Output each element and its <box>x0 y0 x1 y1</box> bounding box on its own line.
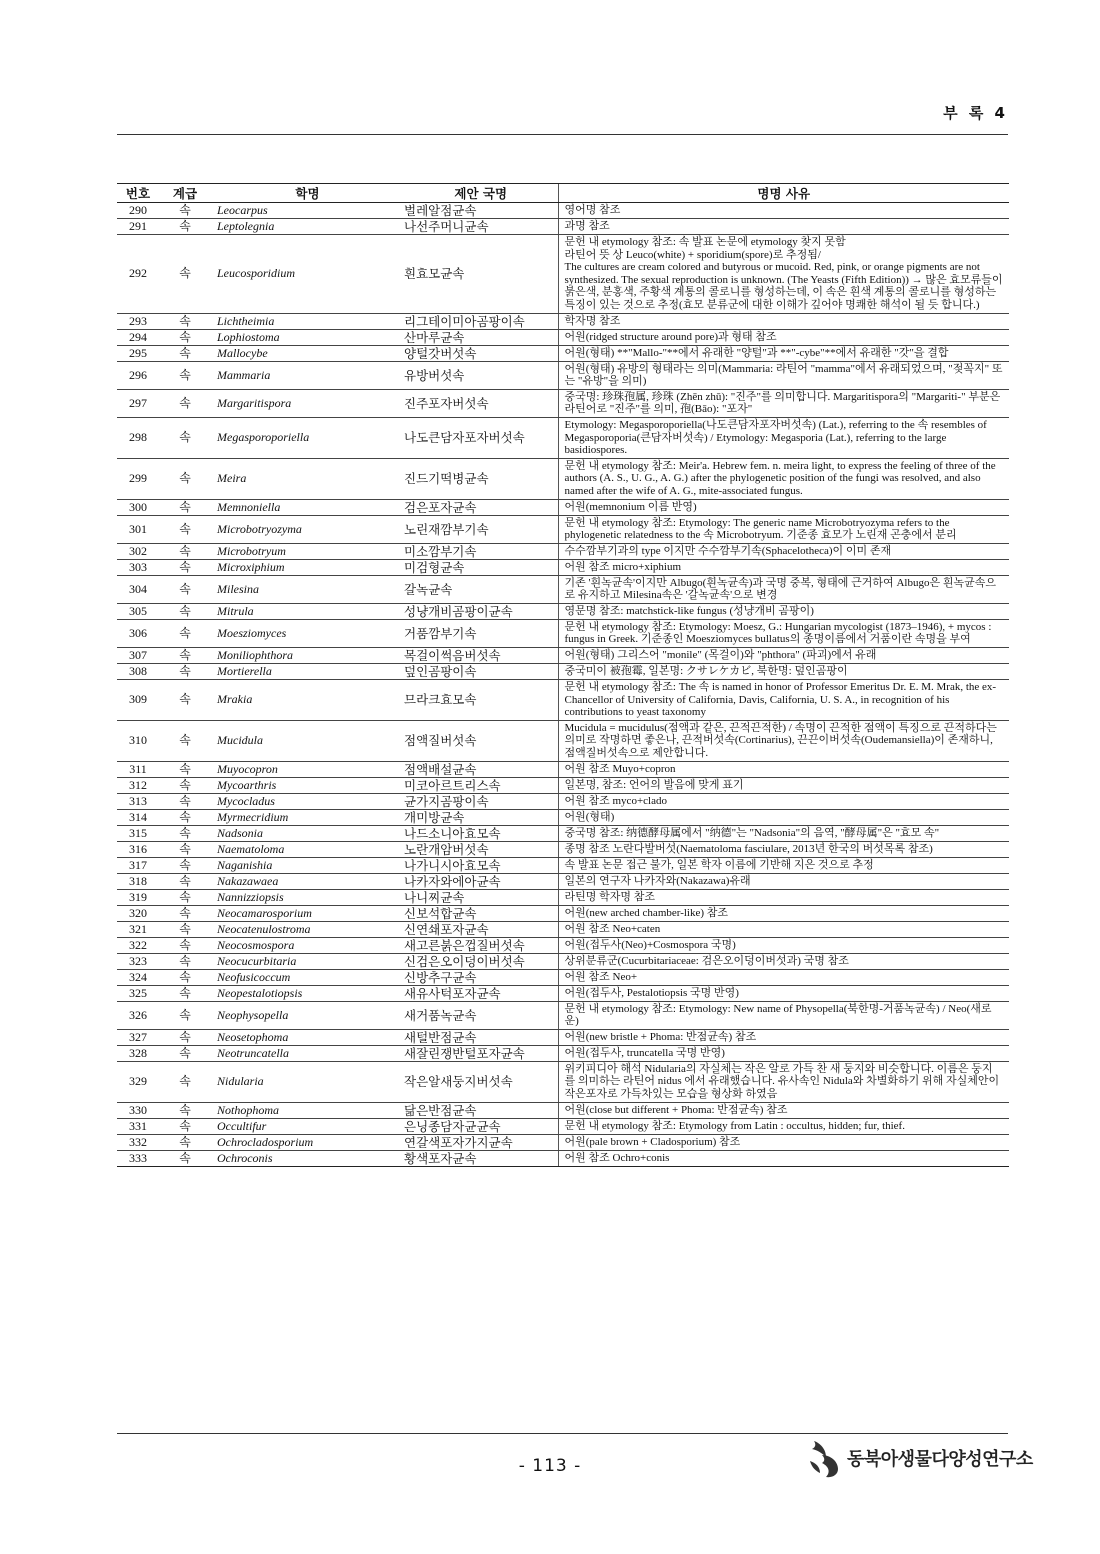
table-row <box>117 969 1009 985</box>
row-number: 311 <box>117 761 159 777</box>
table-row <box>117 921 1009 937</box>
row-rank: 속 <box>159 905 211 921</box>
table-row <box>117 873 1009 889</box>
row-scientific-name: Mycoarthris <box>211 777 404 793</box>
table-row <box>117 389 1009 417</box>
row-rank: 속 <box>159 515 211 543</box>
row-naming-reason: 기존 '흰녹균속'이지만 Albugo(흰녹균속)과 국명 중복, 형태에 근거하여 Albugo은 흰녹균속으로 유지하고 Milesina속은 '갈녹균속'으로 변경 <box>558 575 1009 603</box>
row-number: 331 <box>117 1118 159 1134</box>
row-number: 327 <box>117 1029 159 1045</box>
row-naming-reason: 어원 참조 Neo+ <box>558 969 1009 985</box>
table-row <box>117 793 1009 809</box>
row-korean-name: 나드소니아효모속 <box>404 825 558 841</box>
row-korean-name: 덮인곰팡이속 <box>404 664 558 680</box>
row-naming-reason: 어원 참조 Ochro+conis <box>558 1150 1009 1166</box>
row-number: 298 <box>117 417 159 458</box>
row-rank: 속 <box>159 559 211 575</box>
table-row <box>117 458 1009 499</box>
institute-logo <box>808 1436 1033 1480</box>
row-number: 322 <box>117 937 159 953</box>
row-naming-reason: 문헌 내 etymology 참조: Etymology: Moesz, G.: Hungarian mycologist (1873–1946), + mycos : fungus in Greek. 기준종인 Moesziomyces bullatus의 종명이름에서 거품이란 속명을 부여 <box>558 619 1009 647</box>
row-rank: 속 <box>159 889 211 905</box>
row-rank: 속 <box>159 841 211 857</box>
row-korean-name: 흰효모균속 <box>404 235 558 314</box>
row-scientific-name: Neopestalotiopsis <box>211 985 404 1001</box>
row-naming-reason: 중국명: 珍珠孢属, 珍珠 (Zhēn zhū): "진주"를 의미합니다. Margaritispora의 "Margariti-" 부분은 라틴어로 "진주"를 의미, 孢(Bāo): "포자" <box>558 389 1009 417</box>
row-korean-name: 벌레알점균속 <box>404 203 558 219</box>
row-scientific-name: Memnoniella <box>211 499 404 515</box>
row-naming-reason: 중국미이 被孢霉, 일본명: クサレケカビ, 북한명: 덮인곰팡이 <box>558 664 1009 680</box>
row-number: 324 <box>117 969 159 985</box>
row-rank: 속 <box>159 361 211 389</box>
row-korean-name: 나니찌균속 <box>404 889 558 905</box>
row-korean-name: 새털반점균속 <box>404 1029 558 1045</box>
row-rank: 속 <box>159 235 211 314</box>
row-rank: 속 <box>159 664 211 680</box>
table-row <box>117 1001 1009 1029</box>
table-row <box>117 1134 1009 1150</box>
row-rank: 속 <box>159 937 211 953</box>
row-korean-name: 갈녹균속 <box>404 575 558 603</box>
row-naming-reason: 어원(close but different + Phoma: 반점균속) 참조 <box>558 1102 1009 1118</box>
row-rank: 속 <box>159 720 211 761</box>
row-number: 302 <box>117 543 159 559</box>
row-naming-reason: 어원 참조 Neo+caten <box>558 921 1009 937</box>
table-row <box>117 825 1009 841</box>
row-korean-name: 산마루균속 <box>404 329 558 345</box>
row-number: 299 <box>117 458 159 499</box>
row-naming-reason: 과명 참조 <box>558 219 1009 235</box>
row-rank: 속 <box>159 458 211 499</box>
row-scientific-name: Neocatenulostroma <box>211 921 404 937</box>
row-rank: 속 <box>159 1001 211 1029</box>
row-number: 301 <box>117 515 159 543</box>
row-number: 330 <box>117 1102 159 1118</box>
row-scientific-name: Myrmecridium <box>211 809 404 825</box>
row-number: 308 <box>117 664 159 680</box>
row-number: 292 <box>117 235 159 314</box>
table-row <box>117 857 1009 873</box>
table-row <box>117 777 1009 793</box>
row-rank: 속 <box>159 1102 211 1118</box>
row-rank: 속 <box>159 985 211 1001</box>
row-scientific-name: Neotruncatella <box>211 1045 404 1061</box>
row-korean-name: 유방버섯속 <box>404 361 558 389</box>
institute-name: 동북아생물다양성연구소 <box>847 1449 1033 1470</box>
row-rank: 속 <box>159 1150 211 1166</box>
row-rank: 속 <box>159 1045 211 1061</box>
row-scientific-name: Mrakia <box>211 680 404 721</box>
row-korean-name: 목걸이썩음버섯속 <box>404 648 558 664</box>
row-scientific-name: Mortierella <box>211 664 404 680</box>
row-scientific-name: Margaritispora <box>211 389 404 417</box>
row-scientific-name: Moniliophthora <box>211 648 404 664</box>
row-korean-name: 신방추구균속 <box>404 969 558 985</box>
row-number: 319 <box>117 889 159 905</box>
row-number: 290 <box>117 203 159 219</box>
row-number: 295 <box>117 345 159 361</box>
row-naming-reason: 어원(접두사(Neo)+Cosmospora 국명) <box>558 937 1009 953</box>
row-korean-name: 점액질버섯속 <box>404 720 558 761</box>
row-rank: 속 <box>159 313 211 329</box>
row-naming-reason: 어원(new arched chamber-like) 참조 <box>558 905 1009 921</box>
row-naming-reason: 속 발표 논문 접근 불가, 일본 학자 이름에 기반해 지은 것으로 추정 <box>558 857 1009 873</box>
table-row <box>117 559 1009 575</box>
row-rank: 속 <box>159 1134 211 1150</box>
row-scientific-name: Neophysopella <box>211 1001 404 1029</box>
table-row <box>117 515 1009 543</box>
row-scientific-name: Milesina <box>211 575 404 603</box>
row-scientific-name: Lophiostoma <box>211 329 404 345</box>
row-scientific-name: Nannizziopsis <box>211 889 404 905</box>
row-number: 333 <box>117 1150 159 1166</box>
table-row <box>117 720 1009 761</box>
col-header-number: 번호 <box>117 184 159 203</box>
row-rank: 속 <box>159 417 211 458</box>
table-row <box>117 219 1009 235</box>
row-korean-name: 진주포자버섯속 <box>404 389 558 417</box>
row-rank: 속 <box>159 619 211 647</box>
table-row <box>117 985 1009 1001</box>
row-scientific-name: Neocosmospora <box>211 937 404 953</box>
row-scientific-name: Microbotryozyma <box>211 515 404 543</box>
row-korean-name: 나카자와에아균속 <box>404 873 558 889</box>
row-naming-reason: 종명 참조 노란다발버섯(Naematoloma fasciulare, 2013년 한국의 버섯목록 참조) <box>558 841 1009 857</box>
row-number: 297 <box>117 389 159 417</box>
row-scientific-name: Moesziomyces <box>211 619 404 647</box>
table-row <box>117 1029 1009 1045</box>
row-scientific-name: Microbotryum <box>211 543 404 559</box>
row-naming-reason: 중국명 참조: 纳德酵母属에서 "纳德"는 "Nadsonia"의 음역, "酵母属"은 "효모 속" <box>558 825 1009 841</box>
row-scientific-name: Meira <box>211 458 404 499</box>
row-korean-name: 신검은오이덩이버섯속 <box>404 953 558 969</box>
row-scientific-name: Mycocladus <box>211 793 404 809</box>
row-number: 303 <box>117 559 159 575</box>
row-naming-reason: 어원(형태) **"Mallo-"**에서 유래한 "양털"과 **"-cybe"**에서 유래한 "갓"을 결합 <box>558 345 1009 361</box>
row-number: 317 <box>117 857 159 873</box>
table-row <box>117 889 1009 905</box>
row-naming-reason: 어원(형태) 유방의 형태라는 의미(Mammaria: 라틴어 "mamma"에서 유래되었으며, "젖꼭지" 또는 "유방"을 의미) <box>558 361 1009 389</box>
table-row <box>117 809 1009 825</box>
row-naming-reason: 상위분류군(Cucurbitariaceae: 검은오이덩이버섯과) 국명 참조 <box>558 953 1009 969</box>
row-scientific-name: Mucidula <box>211 720 404 761</box>
row-korean-name: 새잘린쟁반털포자균속 <box>404 1045 558 1061</box>
row-scientific-name: Mallocybe <box>211 345 404 361</box>
row-number: 306 <box>117 619 159 647</box>
header-divider <box>117 134 1008 135</box>
row-number: 314 <box>117 809 159 825</box>
row-korean-name: 신연쇄포자균속 <box>404 921 558 937</box>
row-scientific-name: Nidularia <box>211 1061 404 1102</box>
table-row <box>117 603 1009 619</box>
row-scientific-name: Lichtheimia <box>211 313 404 329</box>
row-number: 316 <box>117 841 159 857</box>
row-naming-reason: 영어명 참조 <box>558 203 1009 219</box>
row-rank: 속 <box>159 1061 211 1102</box>
row-korean-name: 노란개암버섯속 <box>404 841 558 857</box>
table-row <box>117 905 1009 921</box>
row-rank: 속 <box>159 921 211 937</box>
row-rank: 속 <box>159 329 211 345</box>
row-rank: 속 <box>159 793 211 809</box>
row-scientific-name: Neocamarosporium <box>211 905 404 921</box>
row-korean-name: 연갈색포자가지균속 <box>404 1134 558 1150</box>
row-naming-reason: 어원(new bristle + Phoma: 반점균속) 참조 <box>558 1029 1009 1045</box>
row-rank: 속 <box>159 761 211 777</box>
row-scientific-name: Leucosporidium <box>211 235 404 314</box>
row-naming-reason: 어원(접두사, truncatella 국명 반영) <box>558 1045 1009 1061</box>
row-naming-reason: 문헌 내 etymology 참조: The 속 is named in honor of Professor Emeritus Dr. E. M. Mrak, the ex-Chancellor of University of California, Davis, California, U. S. A., in recognition of his contributions to yeast taxonomy <box>558 680 1009 721</box>
row-naming-reason: 어원(형태) <box>558 809 1009 825</box>
row-rank: 속 <box>159 543 211 559</box>
row-naming-reason: 영문명 참조: matchstick-like fungus (성냥개비 곰팡이) <box>558 603 1009 619</box>
appendix-label: 부 록 4 <box>943 104 1008 122</box>
row-scientific-name: Mammaria <box>211 361 404 389</box>
row-scientific-name: Leptolegnia <box>211 219 404 235</box>
table-row <box>117 680 1009 721</box>
table-row <box>117 648 1009 664</box>
row-rank: 속 <box>159 219 211 235</box>
table-row <box>117 937 1009 953</box>
row-number: 293 <box>117 313 159 329</box>
row-korean-name: 새유사턱포자균속 <box>404 985 558 1001</box>
row-scientific-name: Nakazawaea <box>211 873 404 889</box>
row-scientific-name: Naematoloma <box>211 841 404 857</box>
row-scientific-name: Microxiphium <box>211 559 404 575</box>
row-rank: 속 <box>159 389 211 417</box>
row-rank: 속 <box>159 857 211 873</box>
row-rank: 속 <box>159 499 211 515</box>
row-korean-name: 노린재깜부기속 <box>404 515 558 543</box>
row-number: 318 <box>117 873 159 889</box>
row-number: 329 <box>117 1061 159 1102</box>
row-number: 304 <box>117 575 159 603</box>
row-number: 328 <box>117 1045 159 1061</box>
row-number: 323 <box>117 953 159 969</box>
row-korean-name: 미검형균속 <box>404 559 558 575</box>
table-row <box>117 1118 1009 1134</box>
row-rank: 속 <box>159 777 211 793</box>
row-scientific-name: Nothophoma <box>211 1102 404 1118</box>
row-korean-name: 나선주머니균속 <box>404 219 558 235</box>
row-naming-reason: 위키피디아 해석 Nidularia의 자실체는 작은 알로 가득 찬 새 둥지와 비슷합니다. 이름은 둥지를 의미하는 라틴어 nidus 에서 유래했습니다. 유사속인 Nidula와 차별화하기 위해 자실체안이 작은포자로 가득차있는 모습을 형상화 하였음 <box>558 1061 1009 1102</box>
row-number: 294 <box>117 329 159 345</box>
row-naming-reason: 문헌 내 etymology 참조: 속 발표 논문에 etymology 찾지 못함 라틴어 뜻 상 Leuco(white) + sporidium(spore)로 추정됨/ The cultures are cream colored and butyrous or mucoid. Red, pink, or orange pigments are not synthesized. The sexual reproduction is unknown. (The Yeasts (Fifth Edition)) → 많은 효모류들이 붉은색, 분홍색, 주황색 계통의 콜로니를 형성하는데, 이 속은 흰색 계통의 콜로니를 형성하는 특징이 있는 것으로 추정(효모 분류군에 대한 이해가 깊어야 명쾌한 해석이 될 듯 합니다.) <box>558 235 1009 314</box>
row-rank: 속 <box>159 809 211 825</box>
footer-divider <box>117 1433 1008 1434</box>
row-korean-name: 검은포자균속 <box>404 499 558 515</box>
row-naming-reason: 어원(접두사, Pestalotiopsis 국명 반영) <box>558 985 1009 1001</box>
row-korean-name: 리그테이미아곰팡이속 <box>404 313 558 329</box>
row-number: 313 <box>117 793 159 809</box>
table-row <box>117 664 1009 680</box>
page-number: - 113 - <box>518 1456 582 1476</box>
row-naming-reason: 수수깜부기과의 type 이지만 수수깜부기속(Sphacelotheca)이 이미 존재 <box>558 543 1009 559</box>
table-row <box>117 235 1009 314</box>
row-korean-name: 작은알새둥지버섯속 <box>404 1061 558 1102</box>
row-rank: 속 <box>159 969 211 985</box>
row-rank: 속 <box>159 680 211 721</box>
row-scientific-name: Ochroconis <box>211 1150 404 1166</box>
col-header-proposed-korean-name: 제안 국명 <box>404 184 558 203</box>
row-scientific-name: Naganishia <box>211 857 404 873</box>
row-naming-reason: Mucidula = mucidulus(점액과 같은, 끈적끈적한) / 속명이 끈적한 점액이 특징으로 끈적하다는 의미로 작명하면 좋은나, 끈적버섯속(Cortinarius), 끈끈이버섯속(Oudemansiella)이 존재하니, 점액질버섯속으로 제안합니다. <box>558 720 1009 761</box>
row-naming-reason: 어원 참조 myco+clado <box>558 793 1009 809</box>
row-scientific-name: Megasporoporiella <box>211 417 404 458</box>
row-naming-reason: 문헌 내 etymology 참조: Etymology: New name of Physopella(북한명-거품녹균속) / Neo(새로운) <box>558 1001 1009 1029</box>
row-rank: 속 <box>159 825 211 841</box>
table-header-row <box>117 184 1009 203</box>
row-scientific-name: Nadsonia <box>211 825 404 841</box>
row-rank: 속 <box>159 345 211 361</box>
row-number: 310 <box>117 720 159 761</box>
table-row <box>117 345 1009 361</box>
row-rank: 속 <box>159 873 211 889</box>
row-scientific-name: Leocarpus <box>211 203 404 219</box>
table-row <box>117 543 1009 559</box>
row-korean-name: 개미방균속 <box>404 809 558 825</box>
row-korean-name: 거품깜부기속 <box>404 619 558 647</box>
table-row <box>117 203 1009 219</box>
row-naming-reason: Etymology: Megasporoporiella(나도큰담자포자버섯속) (Lat.), referring to the 속 resembles of Megasporoporia(큰담자버섯속) / Etymology: Megasporia (Lat.), referring to the large basidiospores. <box>558 417 1009 458</box>
row-rank: 속 <box>159 1029 211 1045</box>
row-naming-reason: 일본명, 참조: 언어의 발음에 맞게 표기 <box>558 777 1009 793</box>
row-scientific-name: Neocucurbitaria <box>211 953 404 969</box>
table-row <box>117 361 1009 389</box>
row-rank: 속 <box>159 203 211 219</box>
table-row <box>117 313 1009 329</box>
row-rank: 속 <box>159 603 211 619</box>
row-korean-name: 성냥개비곰팡이균속 <box>404 603 558 619</box>
row-rank: 속 <box>159 575 211 603</box>
col-header-naming-reason: 명명 사유 <box>558 184 1009 203</box>
table-body <box>117 203 1009 1167</box>
row-number: 305 <box>117 603 159 619</box>
table-row <box>117 953 1009 969</box>
row-naming-reason: 어원(pale brown + Cladosporium) 참조 <box>558 1134 1009 1150</box>
bird-logo-icon <box>808 1437 844 1479</box>
row-number: 320 <box>117 905 159 921</box>
row-number: 300 <box>117 499 159 515</box>
row-korean-name: 미소깜부기속 <box>404 543 558 559</box>
row-naming-reason: 어원(형태) 그리스어 "monile" (목걸이)와 "phthora" (파괴)에서 유래 <box>558 648 1009 664</box>
row-korean-name: 닮은반점균속 <box>404 1102 558 1118</box>
row-korean-name: 점액배설균속 <box>404 761 558 777</box>
row-number: 309 <box>117 680 159 721</box>
row-scientific-name: Neofusicoccum <box>211 969 404 985</box>
col-header-rank: 계급 <box>159 184 211 203</box>
row-korean-name: 은닝종담자균균속 <box>404 1118 558 1134</box>
row-number: 321 <box>117 921 159 937</box>
row-number: 312 <box>117 777 159 793</box>
row-naming-reason: 어원 참조 micro+xiphium <box>558 559 1009 575</box>
row-naming-reason: 어원(ridged structure around pore)과 형태 참조 <box>558 329 1009 345</box>
row-korean-name: 새고른붉은껍질버섯속 <box>404 937 558 953</box>
row-number: 307 <box>117 648 159 664</box>
row-number: 332 <box>117 1134 159 1150</box>
row-korean-name: 새거품녹균속 <box>404 1001 558 1029</box>
row-korean-name: 황색포자균속 <box>404 1150 558 1166</box>
row-scientific-name: Muyocopron <box>211 761 404 777</box>
row-korean-name: 미코아르트리스속 <box>404 777 558 793</box>
row-naming-reason: 학자명 참조 <box>558 313 1009 329</box>
genus-name-table <box>117 183 1009 1167</box>
row-rank: 속 <box>159 648 211 664</box>
table-row <box>117 1102 1009 1118</box>
row-korean-name: 양털갓버섯속 <box>404 345 558 361</box>
row-scientific-name: Occultifur <box>211 1118 404 1134</box>
row-rank: 속 <box>159 953 211 969</box>
row-scientific-name: Neosetophoma <box>211 1029 404 1045</box>
row-number: 326 <box>117 1001 159 1029</box>
row-naming-reason: 라틴명 학자명 참조 <box>558 889 1009 905</box>
row-rank: 속 <box>159 1118 211 1134</box>
table-row <box>117 1150 1009 1166</box>
row-naming-reason: 어원 참조 Muyo+copron <box>558 761 1009 777</box>
row-number: 296 <box>117 361 159 389</box>
col-header-scientific-name: 학명 <box>211 184 404 203</box>
row-number: 315 <box>117 825 159 841</box>
row-scientific-name: Ochrocladosporium <box>211 1134 404 1150</box>
row-korean-name: 므라크효모속 <box>404 680 558 721</box>
row-korean-name: 나도큰담자포자버섯속 <box>404 417 558 458</box>
row-number: 291 <box>117 219 159 235</box>
table-row <box>117 329 1009 345</box>
row-naming-reason: 문헌 내 etymology 참조: Etymology: The generic name Microbotryozyma refers to the phylogenetic relatedness to the 속 Microbotryum. 기준종 효모가 노린재 곤충에서 분리 <box>558 515 1009 543</box>
row-korean-name: 진드기떡병균속 <box>404 458 558 499</box>
row-naming-reason: 일본의 연구자 나카자와(Nakazawa)유래 <box>558 873 1009 889</box>
row-korean-name: 나가니시아효모속 <box>404 857 558 873</box>
table-row <box>117 619 1009 647</box>
table-row <box>117 761 1009 777</box>
table-row <box>117 417 1009 458</box>
row-scientific-name: Mitrula <box>211 603 404 619</box>
row-korean-name: 신보석합균속 <box>404 905 558 921</box>
row-naming-reason: 문헌 내 etymology 참조: Etymology from Latin : occultus, hidden; fur, thief. <box>558 1118 1009 1134</box>
table-row <box>117 1045 1009 1061</box>
row-naming-reason: 어원(memnonium 이름 반영) <box>558 499 1009 515</box>
row-number: 325 <box>117 985 159 1001</box>
table-row <box>117 841 1009 857</box>
table-row <box>117 1061 1009 1102</box>
table-row <box>117 575 1009 603</box>
row-naming-reason: 문헌 내 etymology 참조: Meir'a. Hebrew fem. n. meira light, to express the feeling of three of the authors (A. S., U. G., A. G.) after the phylogenetic position of the fungi was resolved, and also named after the wife of A. G., mite-associated fungus. <box>558 458 1009 499</box>
row-korean-name: 균가지곰팡이속 <box>404 793 558 809</box>
table-row <box>117 499 1009 515</box>
